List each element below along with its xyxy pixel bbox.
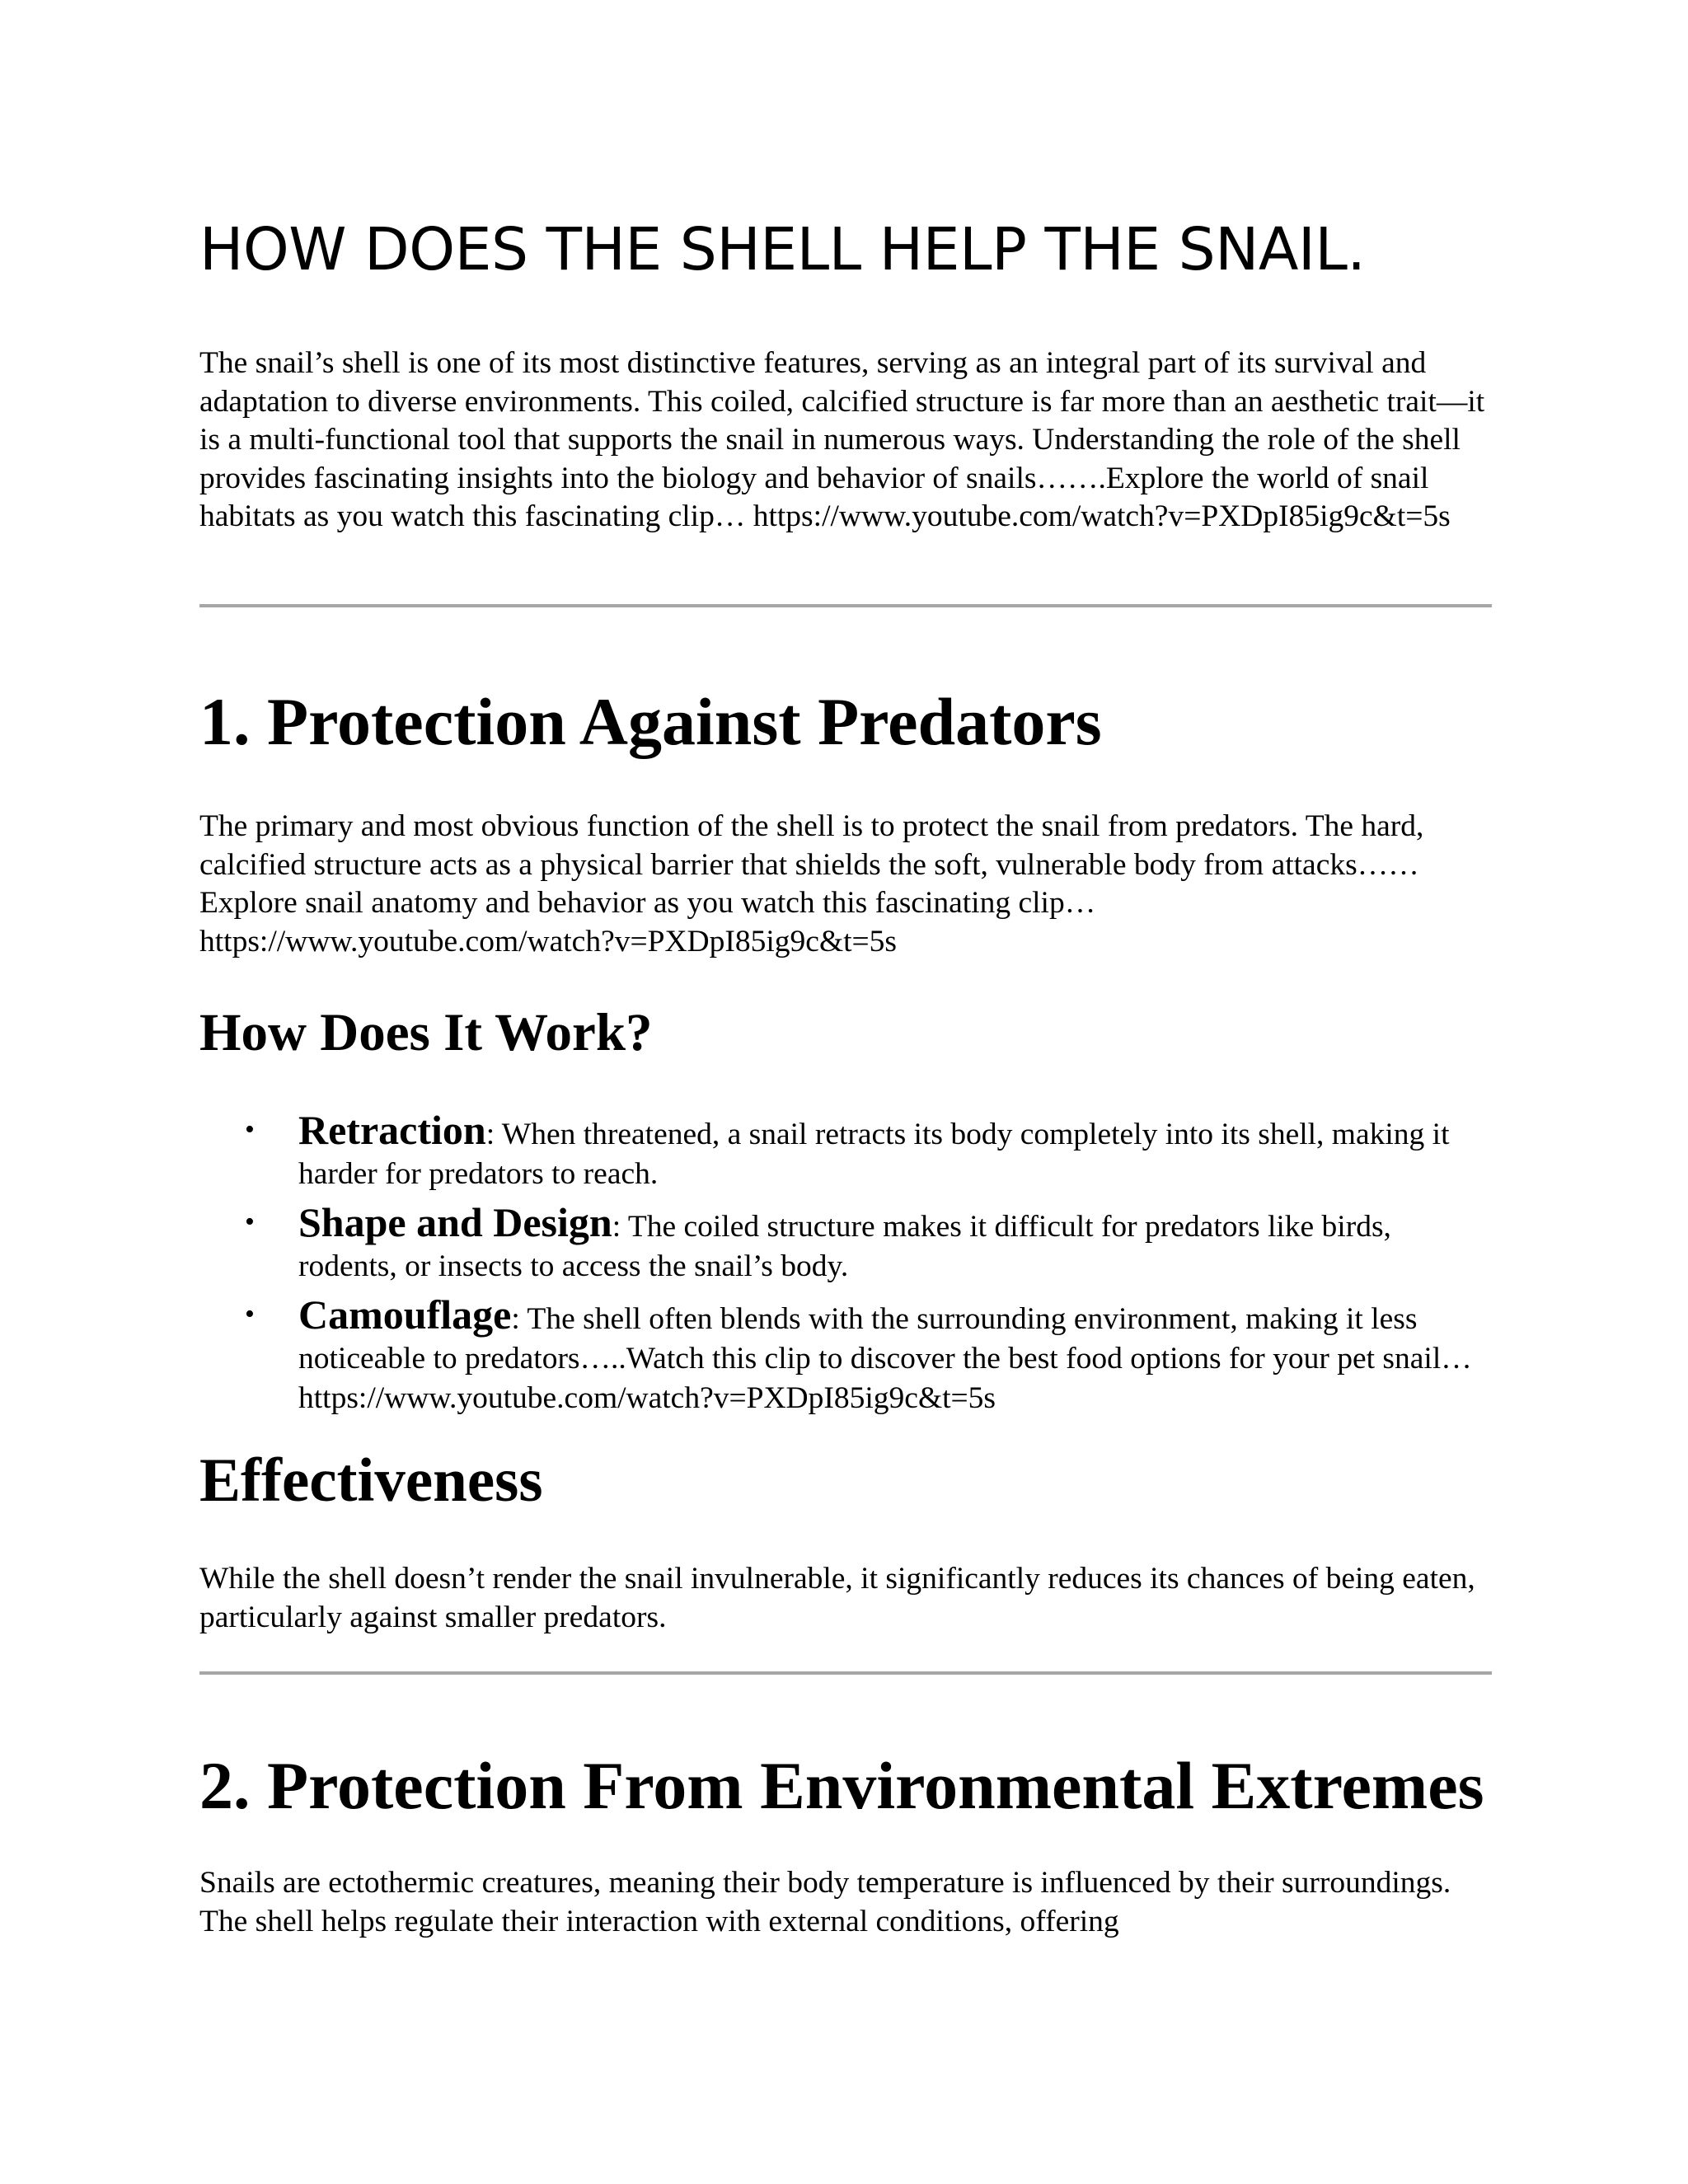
list-item xyxy=(199,1199,1492,1286)
effectiveness-heading: Effectiveness xyxy=(199,1446,543,1515)
section1-paragraph: The primary and most obvious function of the shell is to protect the snail from predators. The hard, calcified structure acts as a physical barrier that shields the soft, vulnerable body from attacks……Explore snail anatomy and behavior as you watch this fascinating clip… https://www.youtube.com/watch?v=PXDpI85ig9c&t=5s xyxy=(199,809,1424,958)
bullet-term: Retraction xyxy=(298,1107,486,1153)
list-item xyxy=(199,1291,1492,1418)
list-item xyxy=(199,1107,1492,1194)
section2-heading: 2. Protection From Environmental Extremes xyxy=(199,1748,1484,1823)
bullet-text: : The coiled structure makes it difficult for predators like birds, rodents, or insects to access the snail’s body. xyxy=(298,1210,1391,1283)
bullet-list xyxy=(199,1107,1492,1427)
bullet-icon: • xyxy=(245,1114,255,1145)
bullet-text: : When threatened, a snail retracts its body completely into its shell, making it harder for predators to reach. xyxy=(298,1118,1450,1191)
bullet-term: Camouflage xyxy=(298,1291,512,1338)
horizontal-rule xyxy=(199,1671,1492,1675)
section2-paragraph: Snails are ectothermic creatures, meaning their body temperature is influenced by their surroundings. The shell helps regulate their interaction with external conditions, offering xyxy=(199,1866,1451,1938)
page-title: HOW DOES THE SHELL HELP THE SNAIL. xyxy=(199,215,1366,284)
bullet-text: : The shell often blends with the surrounding environment, making it less noticeable to predators…..Watch this clip to discover the best food options for your pet snail… https://www.youtube.com/watch?v=PXDpI85ig9c&t=5s xyxy=(298,1302,1472,1415)
intro-paragraph: The snail’s shell is one of its most distinctive features, serving as an integral part of its survival and adaptation to diverse environments. This coiled, calcified structure is far more than an aesthetic trait—it is a multi-functional tool that supports the snail in numerous ways. Understanding the role of the shell provides fascinating insights into the biology and behavior of snails…….Explore the world of snail habitats as you watch this fascinating clip… https://www.youtube.com/watch?v=PXDpI85ig9c&t=5s xyxy=(199,346,1485,533)
bullet-icon: • xyxy=(245,1207,255,1237)
horizontal-rule xyxy=(199,604,1492,607)
how-does-it-work-heading: How Does It Work? xyxy=(199,1003,653,1062)
section1-heading: 1. Protection Against Predators xyxy=(199,684,1102,759)
effectiveness-paragraph: While the shell doesn’t render the snail invulnerable, it significantly reduces its chances of being eaten, particularly against smaller predators. xyxy=(199,1562,1475,1634)
bullet-icon: • xyxy=(245,1299,255,1329)
bullet-term: Shape and Design xyxy=(298,1199,612,1245)
